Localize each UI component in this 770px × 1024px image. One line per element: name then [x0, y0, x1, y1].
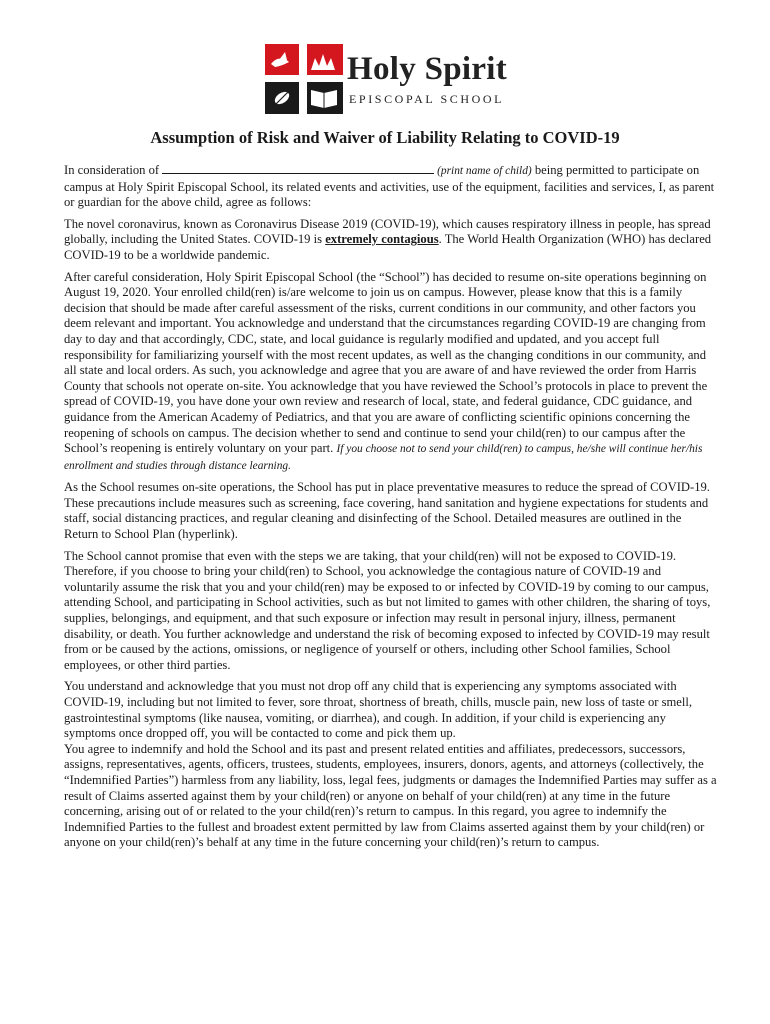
consideration-intro: In consideration of [64, 163, 160, 177]
distance-learning-note: If you choose not to send your child(ren) to campus, he/she will continue her/his enrollment and studies through distance learning. [64, 443, 703, 472]
paragraph-consideration [64, 162, 718, 211]
paragraph-pandemic [64, 217, 718, 264]
child-name-hint: (print name of child) [437, 165, 532, 177]
document-body [64, 162, 718, 857]
pandemic-text: The novel coronavirus, known as Coronavirus Disease 2019 (COVID-19), which causes respiratory illness in people, has spread globally, including the United States. COVID-19 is [64, 216, 711, 247]
paragraph-decision [64, 270, 718, 475]
decision-text: After careful consideration, Holy Spirit Episcopal School (the “School”) has decided to resume on-site operations beginning on August 19, 2020. Your enrolled child(ren) is/are welcome to join us on campus. However, please know that this is a family decision that should be made after careful assessment of the risks, current conditions in our community, and other factors you deem relevant and important. You acknowledge and understand that the circumstances regarding COVID-19 are changing from day to day and that accordingly, CDC, state, and local guidance is regularly modified and updated, and you accept full responsibility for familiarizing yourself with the most recent updates, as well as the changing conditions in our community, and all state and local orders. As such, you acknowledge and agree that you are aware of and have reviewed the order from Harris County that schools not operate on-site. You acknowledge that you have reviewed the School’s protocols in place to prevent the spread of COVID-19, you have done your own review and research of local, state, and federal guidance, CDC guidance, and guidance from the American Academy of Pediatrics, and that you are aware of conflicting scientific opinions concerning the reopening of schools on campus. The decision whether to send and continue to send your child(ren) to our campus after the School’s reopening is entirely voluntary on your part. [64, 269, 708, 456]
school-name: Holy Spirit [347, 51, 508, 87]
child-name-field[interactable] [162, 162, 434, 174]
school-crest-icon [265, 44, 343, 114]
school-subtitle: EPISCOPAL SCHOOL [349, 92, 505, 106]
paragraph-symptoms: You understand and acknowledge that you must not drop off any child that is experiencing any symptoms associated with COVID-19, including but not limited to fever, sore throat, shortness of breath, chills, muscle pain, new loss of taste or smell, gastrointestinal symptoms (like nausea, vomiting, or diarrhea), and cough. In addition, if your child is experiencing any symptoms once dropped off, you will be contacted to come and pick them up. [64, 679, 693, 741]
paragraph-precautions: As the School resumes on-site operations, the School has put in place preventative measures to reduce the spread of COVID-19. These precautions include measures such as screening, face covering, hand sanitation and hygiene expectations for students and staff, social distancing practices, and regular cleaning and disinfecting of the School. Detailed measures are outlined in the Return to School Plan (hyperlink). [64, 480, 710, 542]
school-logo [265, 44, 515, 114]
paragraph-indemnify: You agree to indemnify and hold the School and its past and present related entities and affiliates, predecessors, successors, assigns, representatives, agents, officers, trustees, students, employees, insurers, donors, agents, and attorneys (collectively, the “Indemnified Parties”) harmless from any liability, loss, legal fees, judgments or damages the Indemnified Parties may suffer as a result of Claims asserted against them by your child(ren) or anyone on behalf of your child(ren) at any time in the future concerning, arising out of or related to the your child(ren)’s return to campus. In this regard, you agree to indemnify the Indemnified Parties to the fullest and broadest extent permitted by law from Claims asserted against them by your child(ren) or anyone on your child(ren)’s behalf at any time in the future concerning your child(ren)’s return to campus. [64, 741, 717, 850]
pandemic-text-end: . The World Health Organization (WHO) has declared COVID-19 to be a worldwide pandemic. [64, 232, 712, 262]
document-title: Assumption of Risk and Waiver of Liability Relating to COVID-19 [150, 128, 620, 147]
consideration-text: being permitted to participate on campus at Holy Spirit Episcopal School, its related events and activities, use of the equipment, facilities and services, I, as parent or guardian for the above child, agree as follows: [64, 163, 715, 210]
contagious-emphasis: extremely contagious [325, 232, 439, 247]
paragraph-risk: The School cannot promise that even with the steps we are taking, that your child(ren) will not be exposed to COVID-19. Therefore, if you choose to bring your child(ren) to School, you acknowledge the contagious nature of COVID-19 and voluntarily assume the risk that you and your child(ren) may be exposed to or infected by COVID-19 by coming to our campus, attending School, and participating in School activities, such as but not limited to games with other children, the sharing of toys, supplies, belongings, and equipment, and that such exposure or infection may result in personal injury, illness, permanent disability, or death. You further acknowledge and understand the risk of becoming exposed to infected by COVID-19 may result from or be caused by the actions, omissions, or negligence of yourself or others, including other School families, School employees, or other third parties. [64, 548, 711, 672]
